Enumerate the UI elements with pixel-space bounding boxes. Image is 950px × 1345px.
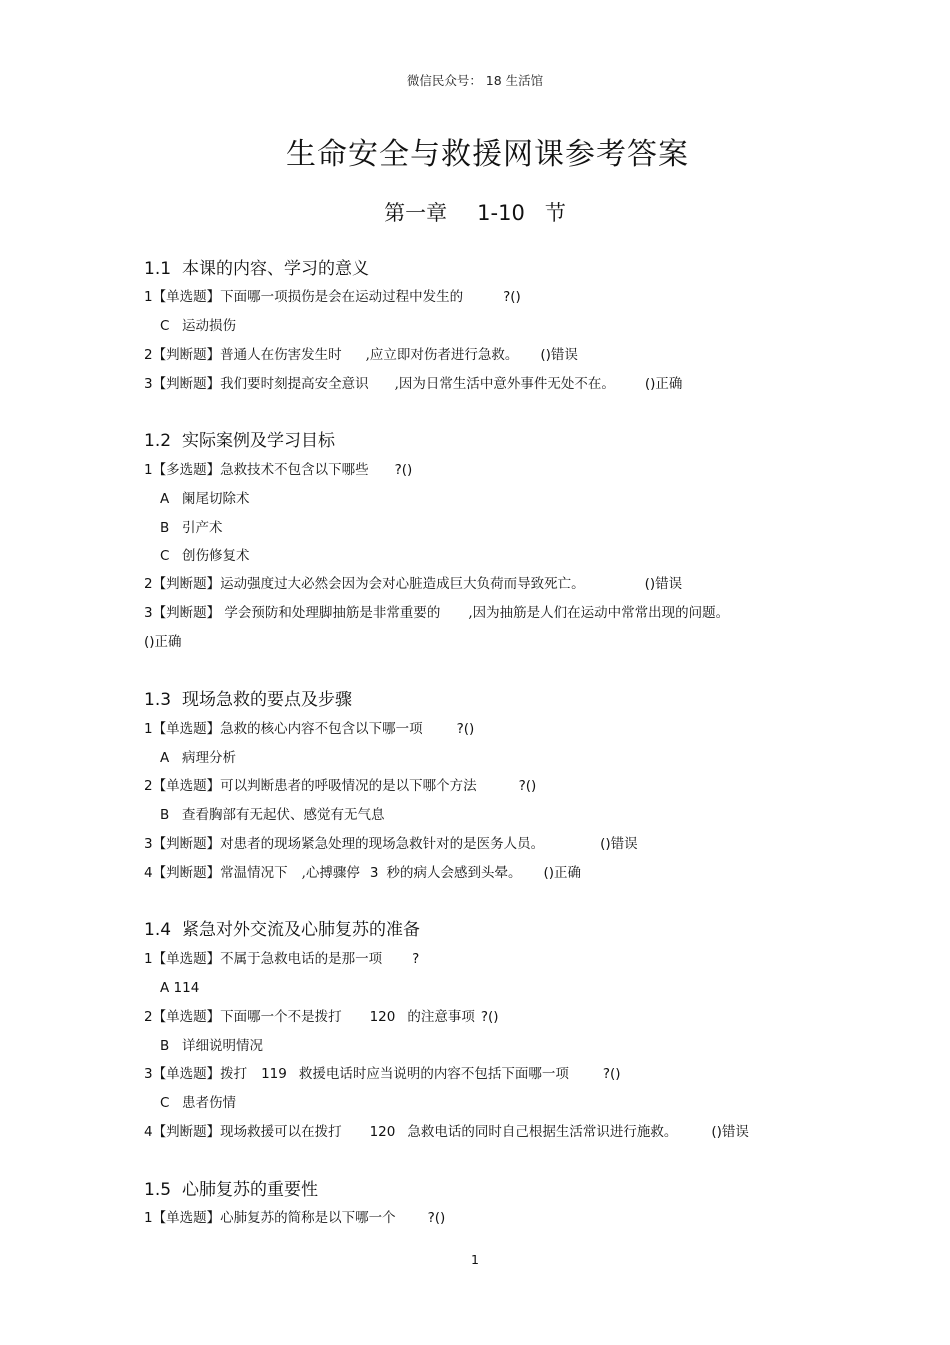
answer-option: C 患者伤情 (160, 1095, 236, 1111)
chapter-suffix: 节 (544, 201, 566, 225)
section-heading: 1.3 现场急救的要点及步骤 (144, 690, 352, 710)
chapter-range: 1-10 (477, 201, 525, 225)
answer-option: C 创伤修复术 (160, 548, 250, 564)
answer-option: B 查看胸部有无起伏、感觉有无气息 (160, 807, 385, 823)
page-header: 微信民众号： 18 生活馆 (406, 73, 544, 88)
answer-continuation: ()正确 (144, 634, 182, 650)
section-heading: 1.1 本课的内容、学习的意义 (144, 259, 369, 279)
question-line: 1【多选题】急救技术不包含以下哪些 ?() (144, 462, 413, 478)
question-line: 1【单选题】下面哪一项损伤是会在运动过程中发生的 ?() (144, 289, 521, 305)
section-heading: 1.4 紧急对外交流及心肺复苏的准备 (144, 920, 420, 940)
answer-option: B 详细说明情况 (160, 1038, 263, 1054)
answer-option: A 病理分析 (160, 750, 236, 766)
question-line: 2【单选题】可以判断患者的呼吸情况的是以下哪个方法 ?() (144, 778, 537, 794)
question-line: 3【判断题】我们要时刻提高安全意识 ,因为日常生活中意外事件无处不在。 ()正确 (144, 376, 683, 392)
question-line: 3【单选题】拨打 119 救援电话时应当说明的内容不包括下面哪一项 ?() (144, 1066, 621, 1082)
question-line: 2【单选题】下面哪一个不是拨打 120 的注意事项 ?() (144, 1009, 499, 1025)
section-heading: 1.5 心肺复苏的重要性 (144, 1180, 318, 1200)
question-line: 1【单选题】心肺复苏的简称是以下哪一个 ?() (144, 1210, 446, 1226)
question-line: 2【判断题】普通人在伤害发生时 ,应立即对伤者进行急救。 ()错误 (144, 347, 578, 363)
answer-option: B 引产术 (160, 520, 223, 536)
question-line: 1【单选题】急救的核心内容不包含以下哪一项 ?() (144, 721, 475, 737)
chapter-prefix: 第一章 (384, 201, 448, 225)
question-line: 3【判断题】对患者的现场紧急处理的现场急救针对的是医务人员。 ()错误 (144, 836, 638, 852)
question-line: 1【单选题】不属于急救电话的是那一项 ? (144, 951, 420, 967)
chapter-heading (0, 197, 950, 227)
question-line: 2【判断题】运动强度过大必然会因为会对心脏造成巨大负荷而导致死亡。 ()错误 (144, 576, 683, 592)
answer-option: C 运动损伤 (160, 318, 236, 334)
question-line: 3【判断题】 学会预防和处理脚抽筋是非常重要的 ,因为抽筋是人们在运动中常常出现的问题。 (144, 605, 730, 621)
answer-option: A 阑尾切除术 (160, 491, 250, 507)
answer-option: A 114 (160, 980, 200, 996)
question-line: 4【判断题】现场救援可以在拨打 120 急救电话的同时自己根据生活常识进行施救。 ()错误 (144, 1124, 749, 1140)
section-heading: 1.2 实际案例及学习目标 (144, 431, 335, 451)
page-number: 1 (471, 1252, 479, 1267)
question-line: 4【判断题】常温情况下 ,心搏骤停 3 秒的病人会感到头晕。 ()正确 (144, 865, 582, 881)
document-title: 生命安全与救援网课参考答案 (286, 137, 689, 172)
